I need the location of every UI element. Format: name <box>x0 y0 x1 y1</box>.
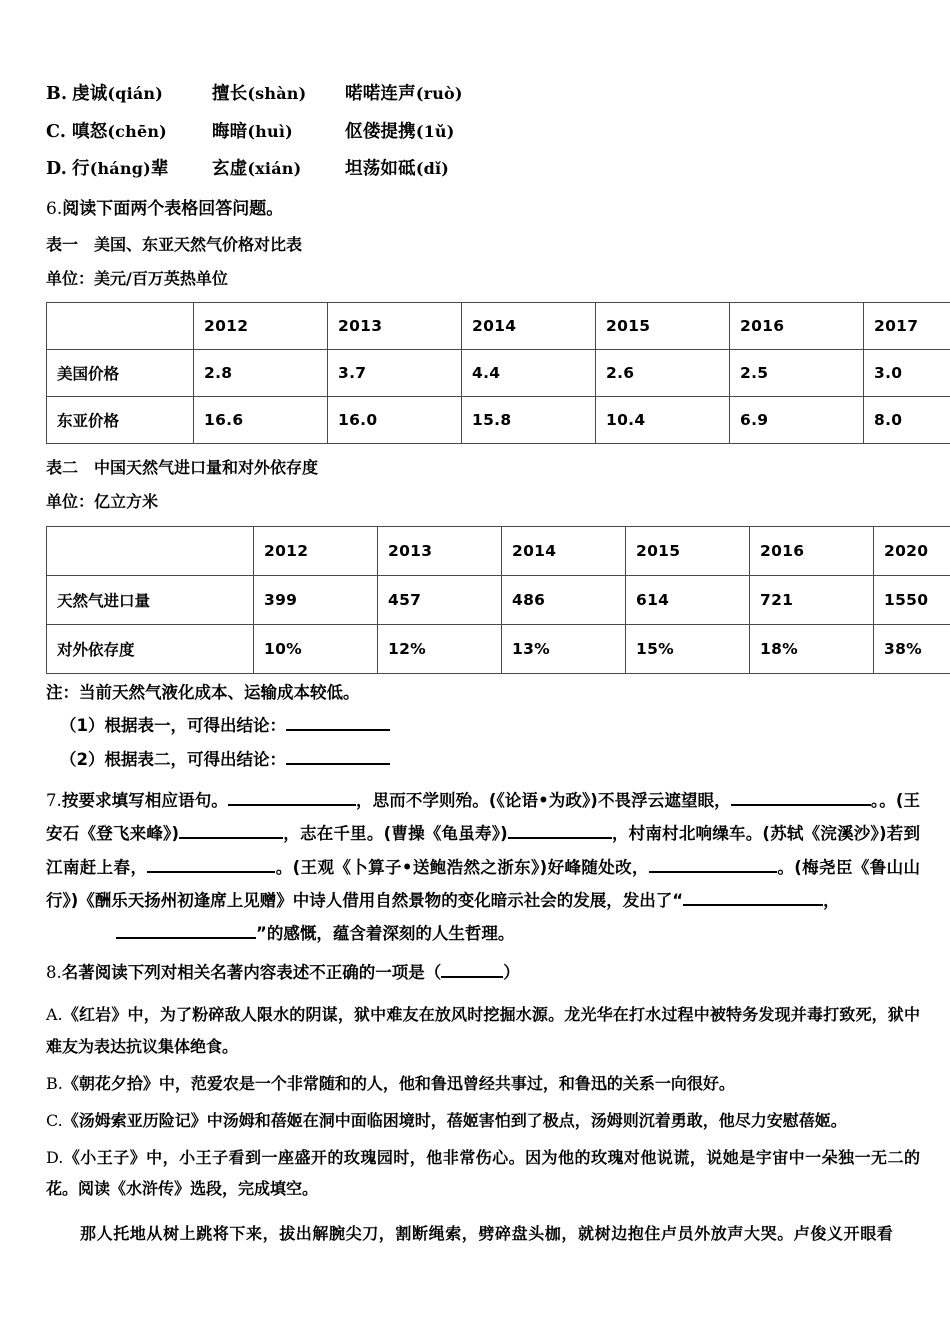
table-1-row-label-eastasia: 东亚价格 <box>47 397 194 444</box>
answer-blank[interactable] <box>649 871 777 873</box>
question-8-option-b-letter: B. <box>46 1073 63 1093</box>
question-8-option-a <box>46 999 920 1061</box>
table-1-col-2017: 2017 <box>864 303 950 350</box>
option-letter-c: C. <box>46 121 67 142</box>
table-row-header <box>47 526 950 575</box>
answer-blank[interactable] <box>731 804 871 806</box>
table-row <box>47 624 950 673</box>
option-d-item-1: 行(háng)辈 <box>72 159 169 179</box>
question-8-option-d <box>46 1142 920 1204</box>
question-7-seg-9: ”的感慨，蕴含着深刻的人生哲理。 <box>256 924 515 944</box>
table-1-us-2017: 3.0 <box>864 350 950 397</box>
table-1-us-2015: 2.6 <box>596 350 730 397</box>
question-7-seg-2: ，思而不学则殆。(《论语•为政》)不畏浮云遮望眼， <box>355 791 731 811</box>
table-row <box>47 397 950 444</box>
table-2-dep-2020: 38% <box>874 624 950 673</box>
table-1-unit: 单位：美元/百万英热单位 <box>46 269 228 289</box>
table-2-unit: 单位：亿立方米 <box>46 492 159 512</box>
question-7-seg-5: ，村南村北响缲车。(苏轼《浣溪沙》)若到江南赶上春， <box>46 824 920 877</box>
table-1-us-2014: 4.4 <box>462 350 596 397</box>
answer-blank[interactable] <box>683 904 823 906</box>
table-2-dep-2013: 12% <box>378 624 502 673</box>
table-2-col-2015: 2015 <box>626 526 750 575</box>
table-1-col-2012: 2012 <box>194 303 328 350</box>
option-d-item-3: 坦荡如砥(dǐ) <box>345 159 450 179</box>
question-8-option-d-text: 《小王子》中，小王子看到一座盛开的玫瑰园时，他非常伤心。因为他的玫瑰对他说谎，说她是宇宙中一朵独一无二的花。阅读《水浒传》选段，完成填空。 <box>46 1148 920 1199</box>
table-2-row-label-import: 天然气进口量 <box>47 575 254 624</box>
choice-option-b <box>46 86 920 104</box>
table-1-corner-cell <box>47 303 194 350</box>
table-2-dep-2012: 10% <box>254 624 378 673</box>
question-7-seg-3: 。(王安石《登飞来峰》) <box>46 791 921 844</box>
shuihu-excerpt: 那人托地从树上跳将下来，拔出解腕尖刀，割断绳索，劈碎盘头枷，就树边抱住卢员外放声大哭。卢俊义开眼看 <box>80 1223 894 1243</box>
answer-blank[interactable] <box>116 937 256 939</box>
natural-gas-price-table <box>46 302 950 444</box>
question-8-option-a-text: 《红岩》中，为了粉碎敌人限水的阴谋，狱中难友在放风时挖掘水源。龙光华在打水过程中被特务发现并毒打致死，狱中难友为表达抗议集体绝食。 <box>46 1005 920 1056</box>
answer-blank[interactable] <box>441 976 503 978</box>
table-2-col-2012: 2012 <box>254 526 378 575</box>
question-8-option-b <box>46 1068 920 1099</box>
table-2-col-2020: 2020 <box>874 526 950 575</box>
question-8-option-b-text: 《朝花夕拾》中，范爱农是一个非常随和的人，他和鲁迅曾经共事过，和鲁迅的关系一向很好。 <box>62 1073 735 1093</box>
table-2-col-2013: 2013 <box>378 526 502 575</box>
question-8-number: 8. <box>46 962 62 982</box>
option-c-item-3: 伛偻提携(1ǔ) <box>345 121 455 142</box>
table-1-col-2013: 2013 <box>328 303 462 350</box>
table-1-col-2014: 2014 <box>462 303 596 350</box>
option-b-item-2: 擅长(shàn) <box>212 84 307 104</box>
table-2-import-2016: 721 <box>750 575 874 624</box>
table-1-ea-2017: 8.0 <box>864 397 950 444</box>
table-row <box>47 350 950 397</box>
table-2-dep-2016: 18% <box>750 624 874 673</box>
table-2-row-label-dependency: 对外依存度 <box>47 624 254 673</box>
answer-blank[interactable] <box>508 837 612 839</box>
table-1-ea-2014: 15.8 <box>462 397 596 444</box>
question-8-option-a-letter: A. <box>46 1005 63 1025</box>
table-2-dep-2014: 13% <box>502 624 626 673</box>
table-1-us-2012: 2.8 <box>194 350 328 397</box>
question-7-seg-6: 。(王观《卜算子•送鲍浩然之浙东》)好峰随处改， <box>275 857 649 877</box>
question-8-prompt-text: 名著阅读下列对相关名著内容表述不正确的一项是（ <box>61 962 442 982</box>
option-d-item-2: 玄虚(xián) <box>212 159 302 179</box>
table-note: 注：当前天然气液化成本、运输成本较低。 <box>46 682 360 702</box>
table-1-caption: 表一 美国、东亚天然气价格对比表 <box>46 234 303 254</box>
question-7-tail <box>46 917 920 950</box>
table-1-ea-2015: 10.4 <box>596 397 730 444</box>
question-6-sub-1 <box>60 716 920 736</box>
question-7: 7.按要求填写相应语句。 ，思而不学则殆。(《论语•为政》)不畏浮云遮望眼， 。。(王安石《登飞来峰》) ，志在千里。(曹操《龟虽寿》) ，村南村北响缲车。(苏轼《浣溪沙》)若到江南赶上春， 。(王观《卜算子•送鲍浩然之浙东》)好峰随处改， 。(梅尧臣《鲁山山行》)《酬乐天扬州初逢席上见赠》中诗人借用自然景物的变化暗示社会的发展，发出了“ ， ”的感慨，蕴含着深刻的人生哲理。 <box>46 784 920 951</box>
table-1-us-2016: 2.5 <box>730 350 864 397</box>
option-b-item-3: 喏喏连声(ruò) <box>345 84 463 104</box>
answer-blank[interactable] <box>286 729 390 731</box>
table-1-col-2015: 2015 <box>596 303 730 350</box>
table-row-header <box>47 303 950 350</box>
table-2-col-2014: 2014 <box>502 526 626 575</box>
table-1-row-label-us: 美国价格 <box>47 350 194 397</box>
question-8-option-d-letter: D. <box>46 1148 64 1168</box>
table-2-caption: 表二 中国天然气进口量和对外依存度 <box>46 458 319 478</box>
choice-option-c <box>46 121 920 142</box>
table-2-dep-2015: 15% <box>626 624 750 673</box>
choice-option-d <box>46 161 920 179</box>
table-1-ea-2016: 6.9 <box>730 397 864 444</box>
table-2-import-2015: 614 <box>626 575 750 624</box>
china-gas-import-table <box>46 526 950 674</box>
question-7-number: 7. <box>46 791 62 811</box>
table-2-import-2012: 399 <box>254 575 378 624</box>
question-6-sub-2 <box>60 750 920 770</box>
answer-blank[interactable] <box>147 871 275 873</box>
question-7-seg-7: 。(梅尧臣《鲁山山行》)《酬乐天扬州初逢席上见赠》中诗人借用自然景物的变化暗示社会的发展，发出了“ <box>46 857 920 911</box>
question-7-seg-1: 按要求填写相应语句。 <box>61 791 228 811</box>
question-8-option-c <box>46 1105 920 1136</box>
table-1-us-2013: 3.7 <box>328 350 462 397</box>
answer-blank[interactable] <box>286 763 390 765</box>
question-6-sub-1-text: （1）根据表一，可得出结论： <box>60 716 286 736</box>
answer-blank[interactable] <box>179 837 283 839</box>
table-2-import-2013: 457 <box>378 575 502 624</box>
option-b-item-1: 虔诚(qián) <box>72 84 164 104</box>
table-1-ea-2012: 16.6 <box>194 397 328 444</box>
question-8-option-c-text: 《汤姆索亚历险记》中汤姆和蓓姬在洞中面临困境时，蓓姬害怕到了极点，汤姆则沉着勇敢，他尽力安慰蓓姬。 <box>62 1111 847 1131</box>
question-7-seg-4: ，志在千里。(曹操《龟虽寿》) <box>283 824 508 844</box>
table-1-ea-2013: 16.0 <box>328 397 462 444</box>
question-6-prompt: 6.阅读下面两个表格回答问题。 <box>46 198 284 219</box>
option-letter-d: D. <box>46 159 68 179</box>
table-2-col-2016: 2016 <box>750 526 874 575</box>
table-1-col-2016: 2016 <box>730 303 864 350</box>
table-2-import-2014: 486 <box>502 575 626 624</box>
table-2-corner-cell <box>47 526 254 575</box>
option-c-item-2: 晦暗(huì) <box>212 121 293 142</box>
question-8-prompt-close: ） <box>503 962 520 982</box>
question-6-number: 6. <box>46 198 63 219</box>
option-c-item-1: 嗔怒(chēn) <box>72 121 167 142</box>
question-7-seg-8: ， <box>823 891 840 911</box>
question-8-option-c-letter: C. <box>46 1111 63 1131</box>
table-row <box>47 575 950 624</box>
question-6-sub-2-text: （2）根据表二，可得出结论： <box>60 750 286 770</box>
option-letter-b: B. <box>46 84 68 104</box>
answer-blank[interactable] <box>228 804 356 806</box>
question-8-prompt <box>46 963 920 983</box>
table-2-import-2020: 1550 <box>874 575 950 624</box>
